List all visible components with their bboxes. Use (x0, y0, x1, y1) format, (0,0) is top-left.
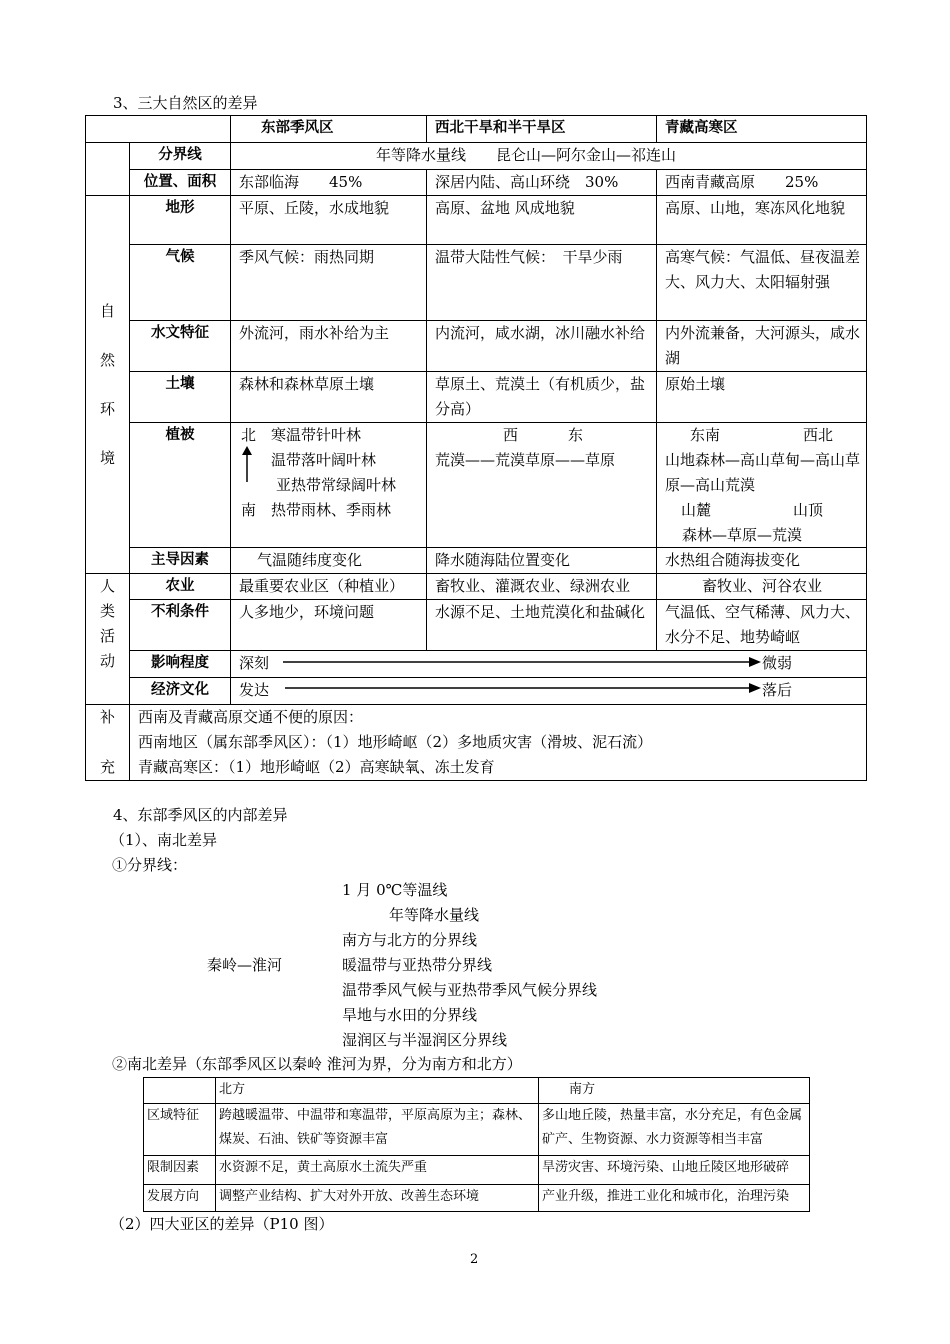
qinling-huaihe-label: 秦岭—淮河 (207, 956, 283, 974)
group-human-char: 人 (99, 577, 115, 595)
group-natural-char: 环 (99, 399, 115, 418)
t2-limit-north: 水资源不足，黄土高原水土流失严重 (216, 1156, 539, 1185)
label-terrain: 地形 (130, 196, 231, 245)
position-northwest: 深居内陆、高山环绕 30% (427, 170, 657, 196)
group-natural-char: 自 (99, 301, 115, 320)
boundary-line: 湿润区与半湿润区分界线 (342, 1031, 508, 1049)
label-vegetation: 植被 (130, 423, 231, 548)
group-empty (86, 143, 130, 196)
terrain-qinghai-tibet: 高原、山地，寒冻风化地貌 (657, 196, 867, 245)
veg-south-label: 南 (241, 501, 257, 519)
climate-northwest: 温带大陆性气候： 干旱少雨 (427, 245, 657, 321)
veg-east-line: 寒温带针叶林 (271, 426, 362, 444)
veg-qz-line1: 山地森林—高山草甸—高山草原—高山荒漠 (665, 451, 861, 494)
label-soil: 土壤 (130, 372, 231, 423)
header-empty (86, 116, 231, 143)
t2-direction-south: 产业升级，推进工业化和城市化，治理污染 (539, 1185, 810, 1212)
item-1: ①分界线： (112, 856, 188, 874)
label-agriculture: 农业 (130, 574, 231, 600)
veg-qz-line2: 森林—草原—荒漠 (682, 526, 803, 544)
vegetation-east (231, 423, 427, 548)
economy-from: 发达 (239, 681, 270, 699)
page-number: 2 (470, 1252, 479, 1267)
main-factor-east: 气温随纬度变化 (231, 548, 427, 574)
veg-qz-top: 山顶 (793, 501, 824, 519)
soil-northwest: 草原土、荒漠土（有机质少，盐分高） (427, 372, 657, 423)
north-south-table (143, 1077, 810, 1212)
veg-east-line: 热带雨林、季雨林 (271, 501, 392, 519)
group-natural (86, 196, 130, 574)
veg-east-line: 温带落叶阔叶林 (271, 451, 377, 469)
label-adverse: 不利条件 (130, 600, 231, 651)
boundary-line: 1 月 0℃等温线 (342, 881, 448, 899)
boundary-text: 年等降水量线 昆仑山—阿尔金山—祁连山 (231, 143, 867, 170)
label-boundary: 分界线 (130, 143, 231, 170)
label-impact: 影响程度 (130, 651, 231, 678)
position-qinghai-tibet: 西南青藏高原 25% (657, 170, 867, 196)
boundary-line: 温带季风气候与亚热带季风气候分界线 (342, 981, 598, 999)
climate-qinghai-tibet: 高寒气候：气温低、昼夜温差大、风力大、太阳辐射强 (657, 245, 867, 321)
t2-header-empty (144, 1078, 216, 1104)
economy-arrow-icon (285, 681, 763, 695)
boundary-line: 南方与北方的分界线 (342, 931, 478, 949)
t2-label-direction: 发展方向 (144, 1185, 216, 1212)
soil-qinghai-tibet: 原始土壤 (657, 372, 867, 423)
hydrology-east: 外流河，雨水补给为主 (231, 321, 427, 372)
boundary-line: 年等降水量线 (389, 906, 480, 924)
sub-section-1: （1）、南北差异 (110, 831, 218, 849)
up-arrow-icon (240, 446, 254, 482)
section4-title: 4、东部季风区的内部差异 (113, 806, 288, 824)
agriculture-northwest: 畜牧业、灌溉农业、绿洲农业 (427, 574, 657, 600)
group-human-char: 类 (99, 602, 115, 620)
group-supplement (86, 705, 130, 781)
header-qinghai-tibet: 青藏高寒区 (657, 116, 867, 143)
boundary-line: 暖温带与亚热带分界线 (342, 956, 493, 974)
group-human-char: 活 (99, 627, 115, 645)
sub-section-2: （2）四大亚区的差异（P10 图） (110, 1215, 334, 1233)
supplement-text (130, 705, 867, 781)
section3-title: 3、三大自然区的差异 (113, 94, 258, 112)
position-east: 东部临海 45% (231, 170, 427, 196)
t2-region-north: 跨越暖温带、中温带和寒温带，平原高原为主；森林、煤炭、石油、铁矿等资源丰富 (216, 1104, 539, 1156)
veg-qz-dir-nw: 西北 (803, 426, 834, 444)
label-main-factor: 主导因素 (130, 548, 231, 574)
group-supplement-char: 充 (99, 758, 115, 776)
economy-to: 落后 (762, 681, 793, 699)
veg-west-line: 荒漠——荒漠草原——草原 (435, 451, 616, 469)
t2-header-south: 南方 (539, 1078, 810, 1104)
boundary-line: 旱地与水田的分界线 (342, 1006, 478, 1024)
impact-arrow-icon (283, 655, 763, 669)
t2-direction-north: 调整产业结构、扩大对外开放、改善生态环境 (216, 1185, 539, 1212)
t2-limit-south: 旱涝灾害、环境污染、山地丘陵区地形破碎 (539, 1156, 810, 1185)
group-human (86, 574, 130, 705)
terrain-east: 平原、丘陵，水成地貌 (231, 196, 427, 245)
group-supplement-char: 补 (99, 708, 115, 726)
group-natural-char: 境 (99, 448, 115, 467)
label-economy: 经济文化 (130, 678, 231, 705)
agriculture-qinghai-tibet: 畜牧业、河谷农业 (657, 574, 867, 600)
veg-qz-dir-se: 东南 (690, 426, 721, 444)
group-natural-char: 然 (99, 350, 115, 369)
group-human-char: 动 (99, 652, 115, 670)
item-2: ②南北差异（东部季风区以秦岭 淮河为界，分为南方和北方） (112, 1055, 522, 1073)
veg-north-label: 北 (241, 426, 257, 444)
impact-from: 深刻 (239, 654, 270, 672)
t2-label-region: 区域特征 (144, 1104, 216, 1156)
supplement-line: 西南及青藏高原交通不便的原因： (138, 708, 364, 726)
t2-label-limit: 限制因素 (144, 1156, 216, 1185)
label-climate: 气候 (130, 245, 231, 321)
header-northwest: 西北干旱和半干旱区 (427, 116, 657, 143)
veg-west-dir: 西 (503, 426, 519, 444)
impact-to: 微弱 (762, 654, 793, 672)
header-east: 东部季风区 (231, 116, 427, 143)
soil-east: 森林和森林草原土壤 (231, 372, 427, 423)
vegetation-qinghai-tibet (657, 423, 867, 548)
agriculture-east: 最重要农业区（种植业） (231, 574, 427, 600)
adverse-east: 人多地少，环境问题 (231, 600, 427, 651)
label-hydrology: 水文特征 (130, 321, 231, 372)
label-position: 位置、面积 (130, 170, 231, 196)
veg-east-line: 亚热带常绿阔叶林 (276, 476, 397, 494)
terrain-northwest: 高原、盆地 风成地貌 (427, 196, 657, 245)
supplement-line: 青藏高寒区：（1）地形崎岖（2）高寒缺氧、冻土发育 (138, 758, 495, 776)
supplement-line: 西南地区（属东部季风区）：（1）地形崎岖（2）多地质灾害（滑坡、泥石流） (138, 733, 653, 751)
climate-east: 季风气候：雨热同期 (231, 245, 427, 321)
veg-qz-foot: 山麓 (681, 501, 712, 519)
hydrology-northwest: 内流河，咸水湖，冰川融水补给 (427, 321, 657, 372)
main-factor-northwest: 降水随海陆位置变化 (427, 548, 657, 574)
vegetation-northwest (427, 423, 657, 548)
adverse-northwest: 水源不足、土地荒漠化和盐碱化 (427, 600, 657, 651)
main-factor-qinghai-tibet: 水热组合随海拔变化 (657, 548, 867, 574)
hydrology-qinghai-tibet: 内外流兼备，大河源头，咸水湖 (657, 321, 867, 372)
t2-header-north: 北方 (216, 1078, 539, 1104)
veg-east-dir: 东 (568, 426, 584, 444)
adverse-qinghai-tibet: 气温低、空气稀薄、风力大、水分不足、地势崎岖 (657, 600, 867, 651)
t2-region-south: 多山地丘陵，热量丰富，水分充足，有色金属矿产、生物资源、水力资源等相当丰富 (539, 1104, 810, 1156)
